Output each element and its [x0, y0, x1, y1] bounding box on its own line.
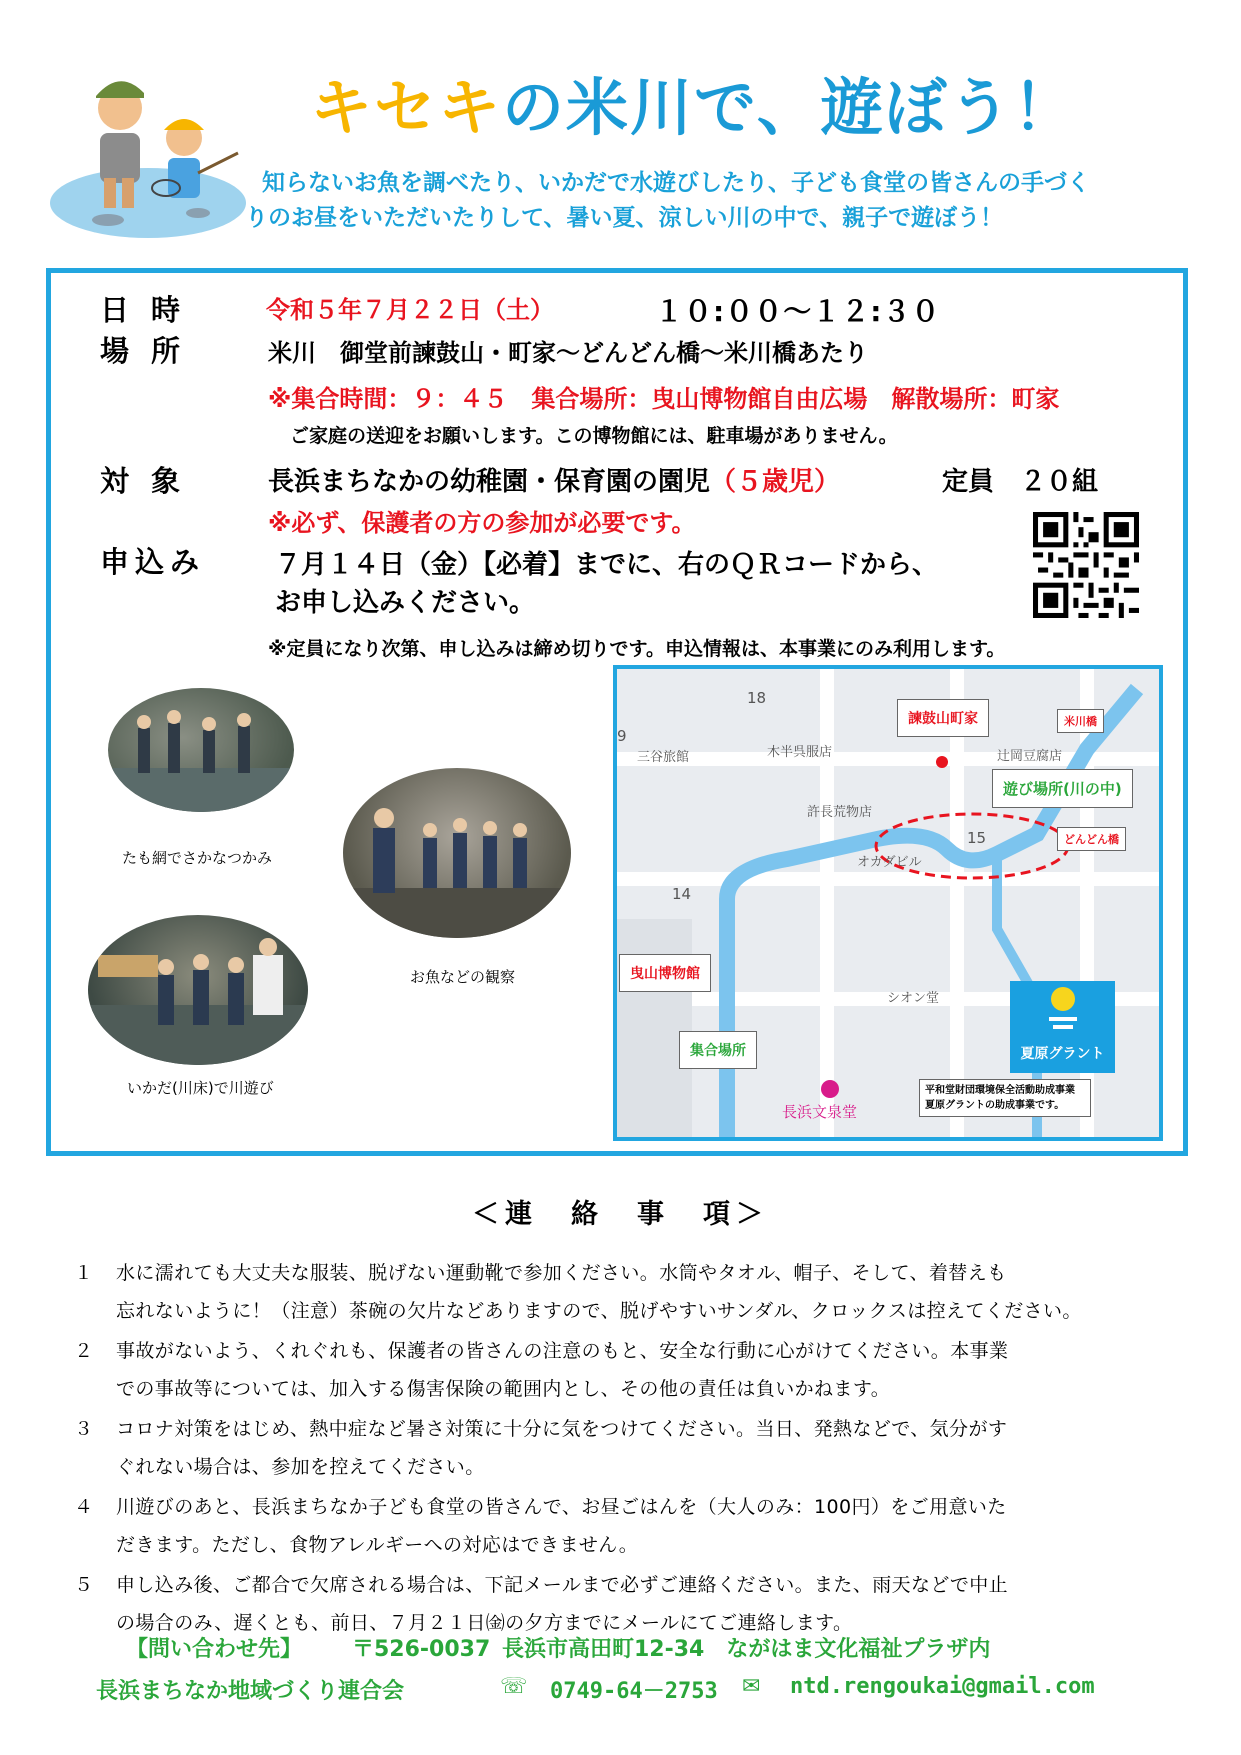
grant-name: 夏原グラント: [1020, 1046, 1105, 1062]
photo-observation-caption: お魚などの観察: [410, 968, 516, 986]
time-value: １０:００～１２:３０: [655, 295, 941, 328]
map-place-kihan: 木半呉服店: [767, 745, 833, 760]
date-label: 日時: [100, 293, 203, 327]
target-value-b: （５歳児）: [710, 467, 841, 497]
title-part2: の米川で、遊ぼう！: [502, 71, 1077, 144]
note-line: コロナ対策をはじめ、熱中症など暑さ対策に十分に気をつけてください。当日、発熱などで、気分がす: [116, 1418, 1008, 1440]
map-place-bunsendo: 長浜文泉堂: [782, 1103, 858, 1121]
map-num-14: 14: [672, 885, 692, 903]
qr-code[interactable]: [1033, 512, 1139, 618]
note-number: ２: [74, 1340, 94, 1362]
note-line: ぐれない場合は、参加を控えてください。: [116, 1456, 485, 1478]
note-number: ３: [74, 1418, 94, 1440]
contact-label: 【問い合わせ先】: [126, 1637, 303, 1662]
map-label-meeting: 集合場所: [679, 1031, 757, 1069]
place-label: 場所: [100, 334, 203, 368]
map-num-9: 9: [617, 727, 627, 745]
apply-label: 申込み: [100, 545, 206, 579]
intro-line1: 知らないお魚を調べたり、いかだで水遊びしたり、子ども食堂の皆さんの手づく: [262, 170, 1090, 196]
map-place-sanya: 三谷旅館: [637, 750, 690, 765]
area-map: [613, 665, 1163, 1141]
note-line: 忘れないように！（注意）茶碗の欠片などありますので、脱げやすいサンダル、クロックスは控えてください。: [116, 1300, 1082, 1322]
grant-note2: 夏原グラントの助成事業です。: [925, 1100, 1065, 1111]
contact-postal: 〒526-0037: [352, 1637, 491, 1662]
map-label-museum: 曳山博物館: [619, 954, 711, 992]
phone-icon: ☏: [500, 1674, 528, 1699]
contact-address: 長浜市高田町12-34 ながはま文化福祉プラザ内: [502, 1637, 991, 1662]
photo-observation: [343, 768, 571, 938]
note-line: 水に濡れても大丈夫な服装、脱げない運動靴で参加ください。水筒やタオル、帽子、そして、着替えも: [116, 1262, 1007, 1284]
map-place-shion: シオン堂: [887, 991, 940, 1006]
capacity: 定員 ２０組: [942, 467, 1099, 497]
apply-line2: お申し込みください。: [275, 588, 536, 618]
target-label: 対象: [100, 464, 203, 498]
note-line: 川遊びのあと、長浜まちなか子ども食堂の皆さんで、お昼ごはんを（大人のみ：100円）をご用意いた: [116, 1496, 1007, 1518]
note-line: 申し込み後、ご都合で欠席される場合は、下記メールまで必ずご連絡ください。また、雨天などで中止: [116, 1574, 1009, 1596]
apply-line1: ７月１４日（金）【必着】までに、右のＱＲコードから、: [275, 550, 939, 580]
note-line: の場合のみ、遅くとも、前日、７月２１日㈮の夕方までにメールにてご連絡します。: [116, 1612, 853, 1634]
contact-org: 長浜まちなか地域づくり連合会: [96, 1679, 405, 1704]
intro-line2: りのお昼をいただいたりして、暑い夏、涼しい川の中で、親子で遊ぼう！: [245, 205, 1004, 231]
photo-fishing-caption: たも網でさかなつかみ: [122, 849, 273, 867]
map-label-play-area: 遊び場所(川の中): [992, 769, 1133, 808]
contact-email[interactable]: ntd.rengoukai@gmail.com: [790, 1674, 1095, 1699]
deadline-note: ※定員になり次第、申し込みは締め切りです。申込情報は、本事業にのみ利用します。: [268, 638, 1006, 660]
map-place-okada: オカダビル: [857, 855, 922, 870]
note-number: ４: [74, 1496, 94, 1518]
note-line: 事故がないよう、くれぐれも、保護者の皆さんの注意のもと、安全な行動に心がけてください。本事業: [116, 1340, 1009, 1362]
note-number: ５: [74, 1574, 94, 1596]
meeting-note: ※集合時間：９：４５ 集合場所：曳山博物館自由広場 解散場所：町家: [268, 385, 1060, 413]
place-value: 米川 御堂前諫鼓山・町家～どんどん橋～米川橋あたり: [268, 339, 868, 367]
title-part1: キセキ: [310, 71, 503, 144]
pickup-note: ご家庭の送迎をお願いします。この博物館には、駐車場がありません。: [290, 425, 898, 447]
guardian-note: ※必ず、保護者の方の参加が必要です。: [268, 509, 696, 537]
note-line: での事故等については、加入する傷害保険の範囲内とし、その他の責任は負いかねます。: [116, 1378, 891, 1400]
grant-note1: 平和堂財団環境保全活動助成事業: [925, 1085, 1075, 1096]
notes-title: ＜連 絡 事 項＞: [472, 1199, 769, 1230]
map-label-kanko: 諫鼓山町家: [897, 699, 989, 737]
date-value: 令和５年７月２２日（土）: [266, 296, 554, 324]
target-value-a: 長浜まちなかの幼稚園・保育園の園児: [268, 467, 711, 497]
note-number: １: [74, 1262, 94, 1284]
grant-logo: [1010, 981, 1115, 1073]
map-label-dondon-bridge: どんどん橋: [1057, 827, 1126, 851]
mail-icon: ✉: [742, 1674, 761, 1699]
photo-fishing: [108, 688, 294, 812]
map-place-tsujioka: 辻岡豆腐店: [997, 749, 1063, 764]
grant-note-box: [919, 1079, 1091, 1117]
target-value: [268, 461, 840, 498]
page-title: [310, 58, 1077, 147]
grant-logo-icon: [1033, 981, 1093, 1039]
photo-raft-caption: いかだ(川床)で川遊び: [127, 1079, 274, 1097]
contact-phone: 0749-64－2753: [550, 1679, 718, 1704]
note-line: だきます。ただし、食物アレルギーへの対応はできません。: [116, 1534, 639, 1556]
photo-raft: [88, 915, 308, 1065]
map-label-yonekawa-bridge: 米川橋: [1057, 709, 1104, 733]
map-place-kyocho: 許長荒物店: [807, 805, 873, 820]
kids-fishing-illustration: [48, 38, 248, 238]
map-num-15: 15: [967, 829, 987, 847]
map-num-18: 18: [747, 689, 767, 707]
